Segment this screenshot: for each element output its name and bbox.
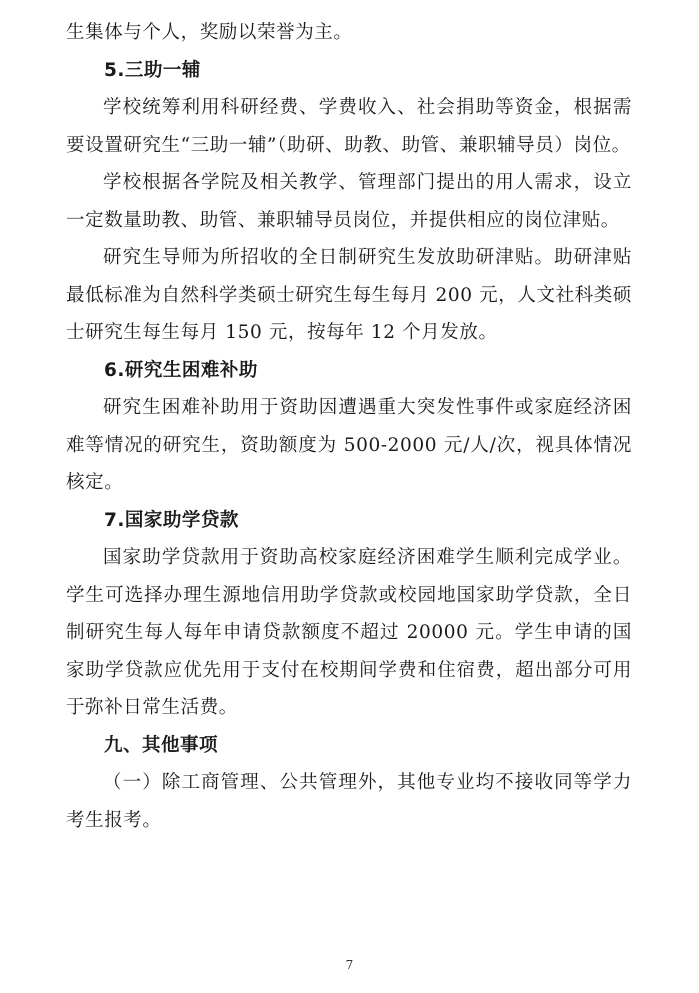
section-heading-other-matters: 九、其他事项: [104, 734, 219, 756]
section-heading-san-zhu-yi-fu: 5.三助一辅: [104, 59, 201, 81]
section-heading-student-loan: 7.国家助学贷款: [104, 509, 239, 531]
document-body: [66, 14, 632, 839]
paragraph-equivalent-degree: （一）除工商管理、公共管理外，其他专业均不接收同等学力考生报考。: [66, 772, 632, 831]
paragraph-funding-positions: 学校统筹利用科研经费、学费收入、社会捐助等资金，根据需要设置研究生“三助一辅”（助研、助教、助管、兼职辅导员）岗位。: [66, 97, 632, 156]
section-heading-hardship-aid: 6.研究生困难补助: [104, 359, 258, 381]
paragraph-position-allowance: 学校根据各学院及相关教学、管理部门提出的用人需求，设立一定数量助教、助管、兼职辅导员岗位，并提供相应的岗位津贴。: [66, 172, 632, 231]
paragraph-hardship-aid: 研究生困难补助用于资助因遭遇重大突发性事件或家庭经济困难等情况的研究生，资助额度为 500-2000 元/人/次，视具体情况核定。: [66, 397, 632, 493]
paragraph-research-allowance: 研究生导师为所招收的全日制研究生发放助研津贴。助研津贴最低标准为自然科学类硕士研究生每生每月 200 元，人文社科类硕士研究生每生每月 150 元，按每年 12 个月发放。: [66, 247, 632, 343]
paragraph-continued: 生集体与个人，奖励以荣誉为主。: [66, 22, 353, 43]
page-number: 7: [345, 958, 354, 972]
paragraph-student-loan: 国家助学贷款用于资助高校家庭经济困难学生顺利完成学业。学生可选择办理生源地信用助学贷款或校园地国家助学贷款，全日制研究生每人每年申请贷款额度不超过 20000 元。学生申请的国家助学贷款应优先用于支付在校期间学费和住宿费，超出部分可用于弥补日常生活费。: [66, 547, 632, 718]
